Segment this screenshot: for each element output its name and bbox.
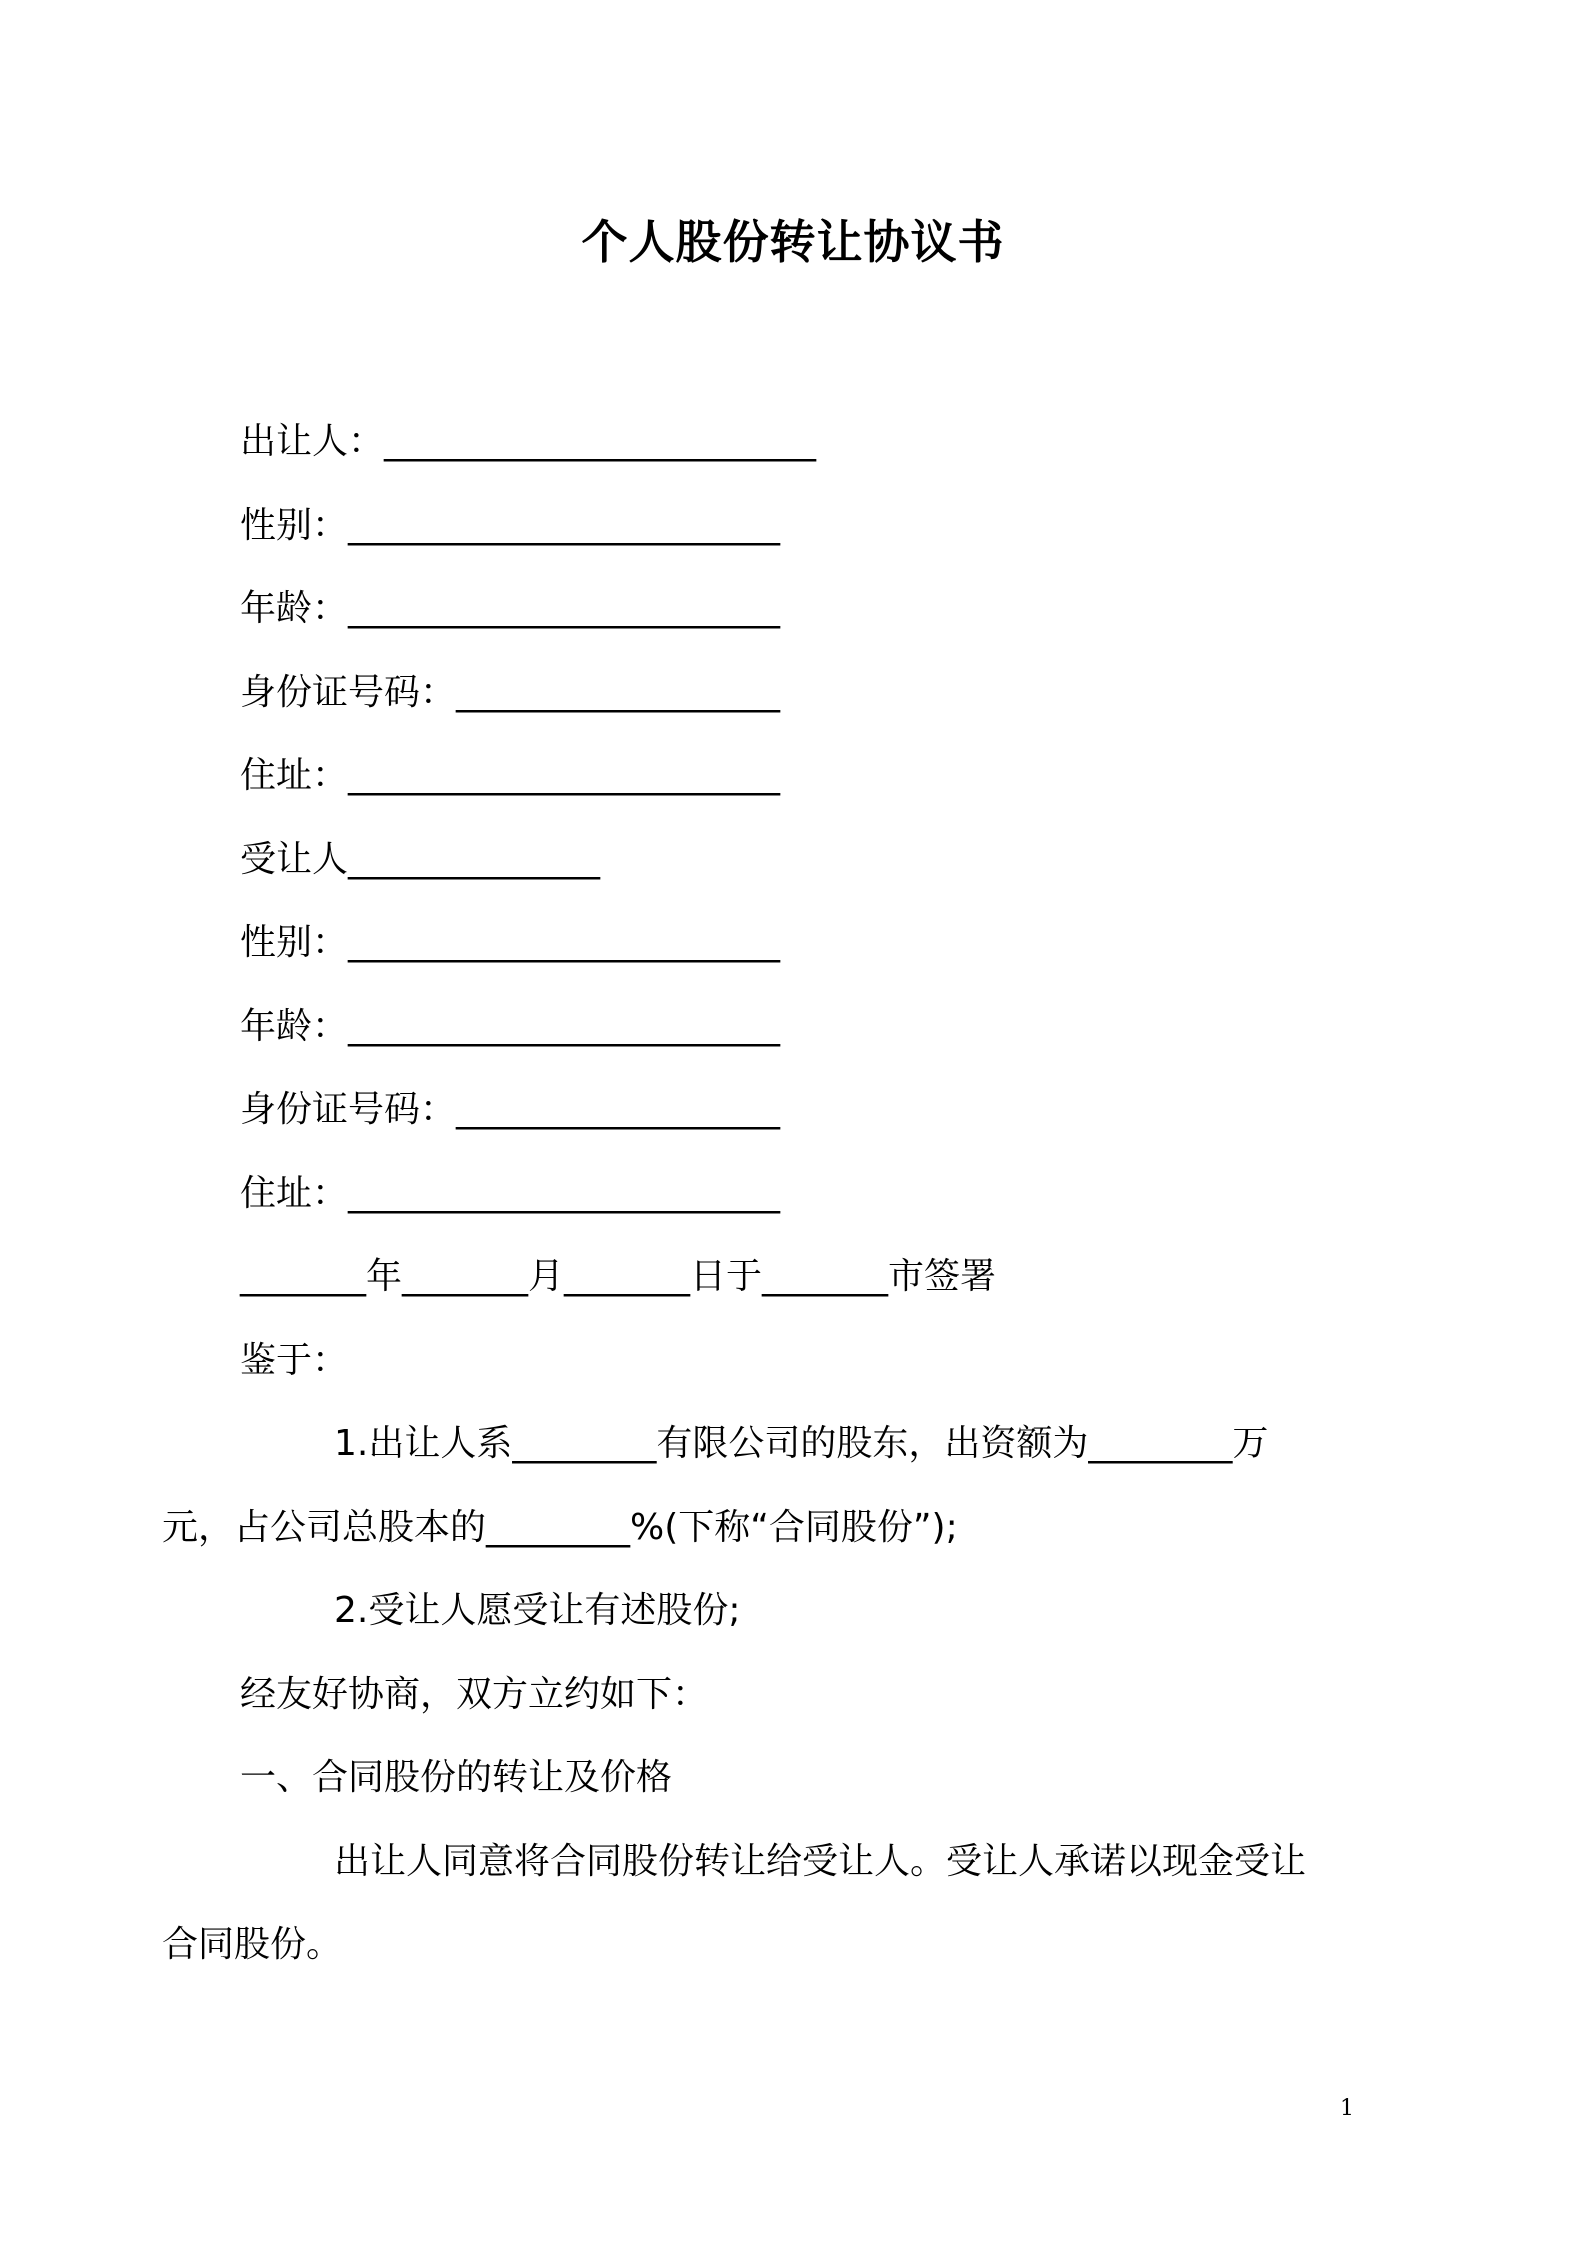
document-title: 个人股份转让协议书 bbox=[581, 215, 1005, 269]
section-1-paragraph-line-2: 合同股份。 bbox=[162, 1924, 343, 1965]
transferor-age-line: 年龄：________________________ bbox=[240, 588, 781, 629]
section-1-heading: 一、合同股份的转让及价格 bbox=[240, 1757, 673, 1798]
transferor-name-line: 出让人：________________________ bbox=[240, 421, 817, 462]
transferee-age-line: 年龄：________________________ bbox=[240, 1005, 781, 1047]
transferor-gender-line: 性别：________________________ bbox=[240, 504, 781, 546]
clause-1-line-2: 元，占公司总股本的________%(下称“合同股份”); bbox=[162, 1506, 958, 1548]
agreement-intro-line: 经友好协商，双方立约如下： bbox=[240, 1673, 709, 1715]
whereas-heading: 鉴于： bbox=[240, 1339, 349, 1381]
section-1-paragraph-line-1: 出让人同意将合同股份转让给受让人。受让人承诺以现金受让 bbox=[334, 1840, 1307, 1882]
clause-2-line: 2.受让人愿受让有述股份; bbox=[334, 1590, 741, 1631]
transferee-id-line: 身份证号码：__________________ bbox=[240, 1089, 781, 1130]
document-body bbox=[162, 400, 1360, 1987]
transferor-address-line: 住址：________________________ bbox=[240, 755, 781, 796]
transferor-id-line: 身份证号码：__________________ bbox=[240, 671, 781, 713]
page-number: 1 bbox=[1340, 2096, 1354, 2121]
transferee-address-line: 住址：________________________ bbox=[240, 1172, 781, 1214]
transferee-gender-line: 性别：________________________ bbox=[240, 922, 781, 963]
clause-1-line-1: 1.出让人系________有限公司的股东，出资额为________万 bbox=[334, 1423, 1269, 1464]
signing-date-line: _______年_______月_______日于_______市签署 bbox=[240, 1256, 997, 1297]
transferee-name-line: 受让人______________ bbox=[240, 838, 601, 880]
